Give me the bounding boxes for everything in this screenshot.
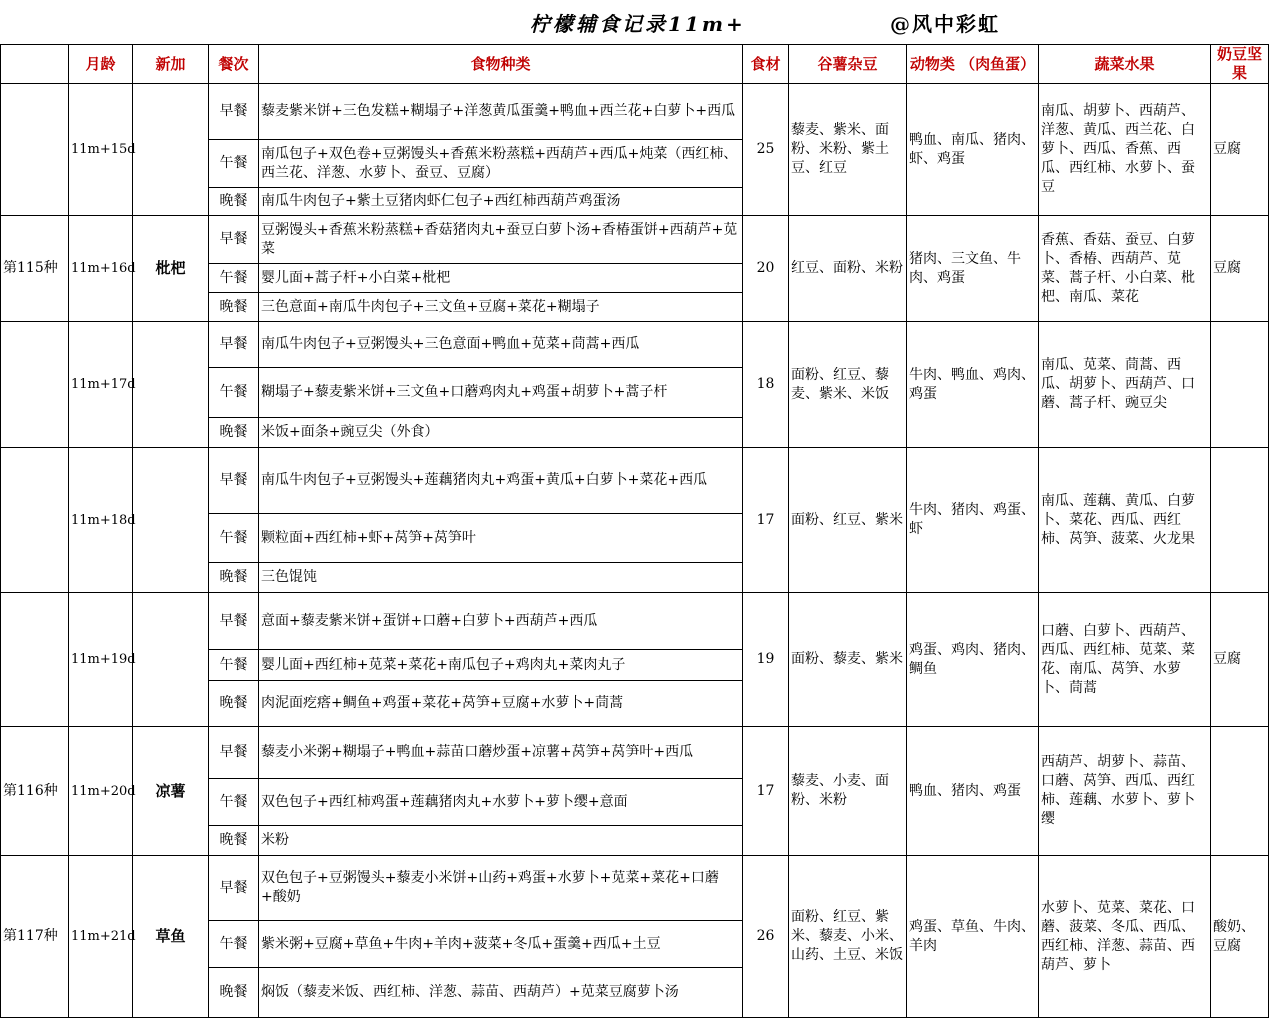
meal-foods: 豆粥馒头+香蕉米粉蒸糕+香菇猪肉丸+蚕豆白萝卜汤+香椿蛋饼+西葫芦+苋菜 [259,216,743,264]
grains-cell: 藜麦、小麦、面粉、米粉 [789,727,907,856]
meal-label: 晚餐 [209,968,259,1018]
seq-cell: 第117种 [1,856,69,1018]
meal-foods: 意面+藜麦紫米饼+蛋饼+口蘑+白萝卜+西葫芦+西瓜 [259,593,743,650]
age-cell: 11m+15d [69,84,133,216]
dairy-cell: 豆腐 [1211,593,1269,727]
age-cell: 11m+16d [69,216,133,322]
dairy-cell: 酸奶、豆腐 [1211,856,1269,1018]
veg-cell: 口蘑、白萝卜、西葫芦、西瓜、西红柿、苋菜、菜花、南瓜、莴笋、水萝卜、茼蒿 [1039,593,1211,727]
age-cell: 11m+20d [69,727,133,856]
meal-label: 早餐 [209,216,259,264]
ingredient-count: 20 [743,216,789,322]
meal-foods: 藜麦紫米饼+三色发糕+糊塌子+洋葱黄瓜蛋羹+鸭血+西兰花+白萝卜+西瓜 [259,84,743,140]
dairy-cell [1211,322,1269,448]
meal-foods: 米粉 [259,826,743,856]
meal-foods: 紫米粥+豆腐+草鱼+牛肉+羊肉+菠菜+冬瓜+蛋羹+西瓜+土豆 [259,921,743,968]
seq-cell [1,322,69,448]
meal-foods: 肉泥面疙瘩+鲷鱼+鸡蛋+菜花+莴笋+豆腐+水萝卜+茼蒿 [259,681,743,727]
new-food-cell: 草鱼 [133,856,209,1018]
veg-cell: 南瓜、胡萝卜、西葫芦、洋葱、黄瓜、西兰花、白萝卜、西瓜、香蕉、西瓜、西红柿、水萝卜、蚕豆 [1039,84,1211,216]
ingredient-count: 19 [743,593,789,727]
meal-foods: 南瓜牛肉包子+豆粥馒头+三色意面+鸭血+苋菜+茼蒿+西瓜 [259,322,743,368]
ingredient-count: 17 [743,727,789,856]
meat-cell: 鸡蛋、鸡肉、猪肉、鲷鱼 [907,593,1039,727]
meat-cell: 牛肉、猪肉、鸡蛋、虾 [907,448,1039,593]
meal-foods: 婴儿面+蒿子杆+小白菜+枇杷 [259,264,743,293]
meal-label: 午餐 [209,368,259,418]
meal-label: 晚餐 [209,826,259,856]
meal-label: 晚餐 [209,188,259,216]
meal-label: 午餐 [209,264,259,293]
table-row [1,593,1269,650]
meal-foods: 三色意面+南瓜牛肉包子+三文鱼+豆腐+菜花+糊塌子 [259,293,743,322]
meal-foods: 婴儿面+西红柿+苋菜+菜花+南瓜包子+鸡肉丸+菜肉丸子 [259,650,743,681]
title-bar [0,0,1225,44]
grains-cell: 面粉、红豆、紫米 [789,448,907,593]
age-cell: 11m+19d [69,593,133,727]
grains-cell: 红豆、面粉、米粉 [789,216,907,322]
meal-label: 晚餐 [209,418,259,448]
col-header-veg: 蔬菜水果 [1039,45,1211,84]
meal-foods: 南瓜牛肉包子+紫土豆猪肉虾仁包子+西红柿西葫芦鸡蛋汤 [259,188,743,216]
table-row [1,448,1269,514]
meal-foods: 南瓜牛肉包子+豆粥馒头+莲藕猪肉丸+鸡蛋+黄瓜+白萝卜+菜花+西瓜 [259,448,743,514]
table-row [1,856,1269,921]
veg-cell: 南瓜、莲藕、黄瓜、白萝卜、菜花、西瓜、西红柿、莴笋、菠菜、火龙果 [1039,448,1211,593]
grains-cell: 面粉、红豆、藜麦、紫米、米饭 [789,322,907,448]
new-food-cell [133,322,209,448]
table-row [1,84,1269,140]
grains-cell: 面粉、藜麦、紫米 [789,593,907,727]
table-row [1,322,1269,368]
col-header-seq [1,45,69,84]
header-row [1,45,1269,84]
age-cell: 11m+21d [69,856,133,1018]
author-handle: @风中彩虹 [890,12,1000,36]
veg-cell: 香蕉、香菇、蚕豆、白萝卜、香椿、西葫芦、苋菜、蒿子杆、小白菜、枇杷、南瓜、菜花 [1039,216,1211,322]
meal-foods: 南瓜包子+双色卷+豆粥馒头+香蕉米粉蒸糕+西葫芦+西瓜+炖菜（西红柿、西兰花、洋葱、水萝卜、蚕豆、豆腐） [259,140,743,188]
table-row [1,216,1269,264]
meal-foods: 藜麦小米粥+糊塌子+鸭血+蒜苗口蘑炒蛋+凉薯+莴笋+莴笋叶+西瓜 [259,727,743,779]
meal-foods: 三色馄饨 [259,563,743,593]
col-header-meal: 餐次 [209,45,259,84]
new-food-cell [133,84,209,216]
meal-foods: 双色包子+西红柿鸡蛋+莲藕猪肉丸+水萝卜+萝卜缨+意面 [259,779,743,826]
ingredient-count: 25 [743,84,789,216]
meal-label: 午餐 [209,779,259,826]
meal-label: 午餐 [209,140,259,188]
meal-foods: 糊塌子+藜麦紫米饼+三文鱼+口蘑鸡肉丸+鸡蛋+胡萝卜+蒿子杆 [259,368,743,418]
seq-cell [1,84,69,216]
meal-label: 早餐 [209,856,259,921]
col-header-grains: 谷薯杂豆 [789,45,907,84]
ingredient-count: 17 [743,448,789,593]
page-title: 柠檬辅食记录11m+ [530,12,746,36]
seq-cell [1,448,69,593]
new-food-cell [133,593,209,727]
ingredient-count: 26 [743,856,789,1018]
new-food-cell: 凉薯 [133,727,209,856]
meat-cell: 鸭血、南瓜、猪肉、虾、鸡蛋 [907,84,1039,216]
col-header-new: 新加 [133,45,209,84]
grains-cell: 面粉、红豆、紫米、藜麦、小米、山药、土豆、米饭 [789,856,907,1018]
veg-cell: 西葫芦、胡萝卜、蒜苗、口蘑、莴笋、西瓜、西红柿、莲藕、水萝卜、萝卜缨 [1039,727,1211,856]
dairy-cell [1211,727,1269,856]
meal-label: 午餐 [209,921,259,968]
col-header-count: 食材 [743,45,789,84]
grains-cell: 藜麦、紫米、面粉、米粉、紫土豆、红豆 [789,84,907,216]
new-food-cell: 枇杷 [133,216,209,322]
meal-label: 晚餐 [209,563,259,593]
age-cell: 11m+17d [69,322,133,448]
meal-foods: 米饭+面条+豌豆尖（外食） [259,418,743,448]
col-header-meat: 动物类 （肉鱼蛋） [907,45,1039,84]
food-record-table [0,44,1269,1018]
meal-label: 晚餐 [209,681,259,727]
col-header-age: 月龄 [69,45,133,84]
meal-foods: 双色包子+豆粥馒头+藜麦小米饼+山药+鸡蛋+水萝卜+苋菜+菜花+口蘑+酸奶 [259,856,743,921]
meat-cell: 猪肉、三文鱼、牛肉、鸡蛋 [907,216,1039,322]
meal-label: 早餐 [209,448,259,514]
dairy-cell: 豆腐 [1211,216,1269,322]
meal-label: 早餐 [209,727,259,779]
dairy-cell: 豆腐 [1211,84,1269,216]
meat-cell: 牛肉、鸭血、鸡肉、鸡蛋 [907,322,1039,448]
meal-label: 晚餐 [209,293,259,322]
age-cell: 11m+18d [69,448,133,593]
veg-cell: 水萝卜、苋菜、菜花、口蘑、菠菜、冬瓜、西瓜、西红柿、洋葱、蒜苗、西葫芦、萝卜 [1039,856,1211,1018]
meal-label: 午餐 [209,650,259,681]
seq-cell [1,593,69,727]
seq-cell: 第115种 [1,216,69,322]
meal-label: 早餐 [209,84,259,140]
ingredient-count: 18 [743,322,789,448]
meat-cell: 鸭血、猪肉、鸡蛋 [907,727,1039,856]
table-row [1,727,1269,779]
meal-label: 早餐 [209,322,259,368]
col-header-dairy: 奶豆坚果 [1211,45,1269,84]
veg-cell: 南瓜、苋菜、茼蒿、西瓜、胡萝卜、西葫芦、口蘑、蒿子杆、豌豆尖 [1039,322,1211,448]
meal-label: 午餐 [209,514,259,563]
new-food-cell [133,448,209,593]
meal-label: 早餐 [209,593,259,650]
meal-foods: 焖饭（藜麦米饭、西红柿、洋葱、蒜苗、西葫芦）+苋菜豆腐萝卜汤 [259,968,743,1018]
meal-foods: 颗粒面+西红柿+虾+莴笋+莴笋叶 [259,514,743,563]
dairy-cell [1211,448,1269,593]
meat-cell: 鸡蛋、草鱼、牛肉、羊肉 [907,856,1039,1018]
seq-cell: 第116种 [1,727,69,856]
col-header-food: 食物种类 [259,45,743,84]
